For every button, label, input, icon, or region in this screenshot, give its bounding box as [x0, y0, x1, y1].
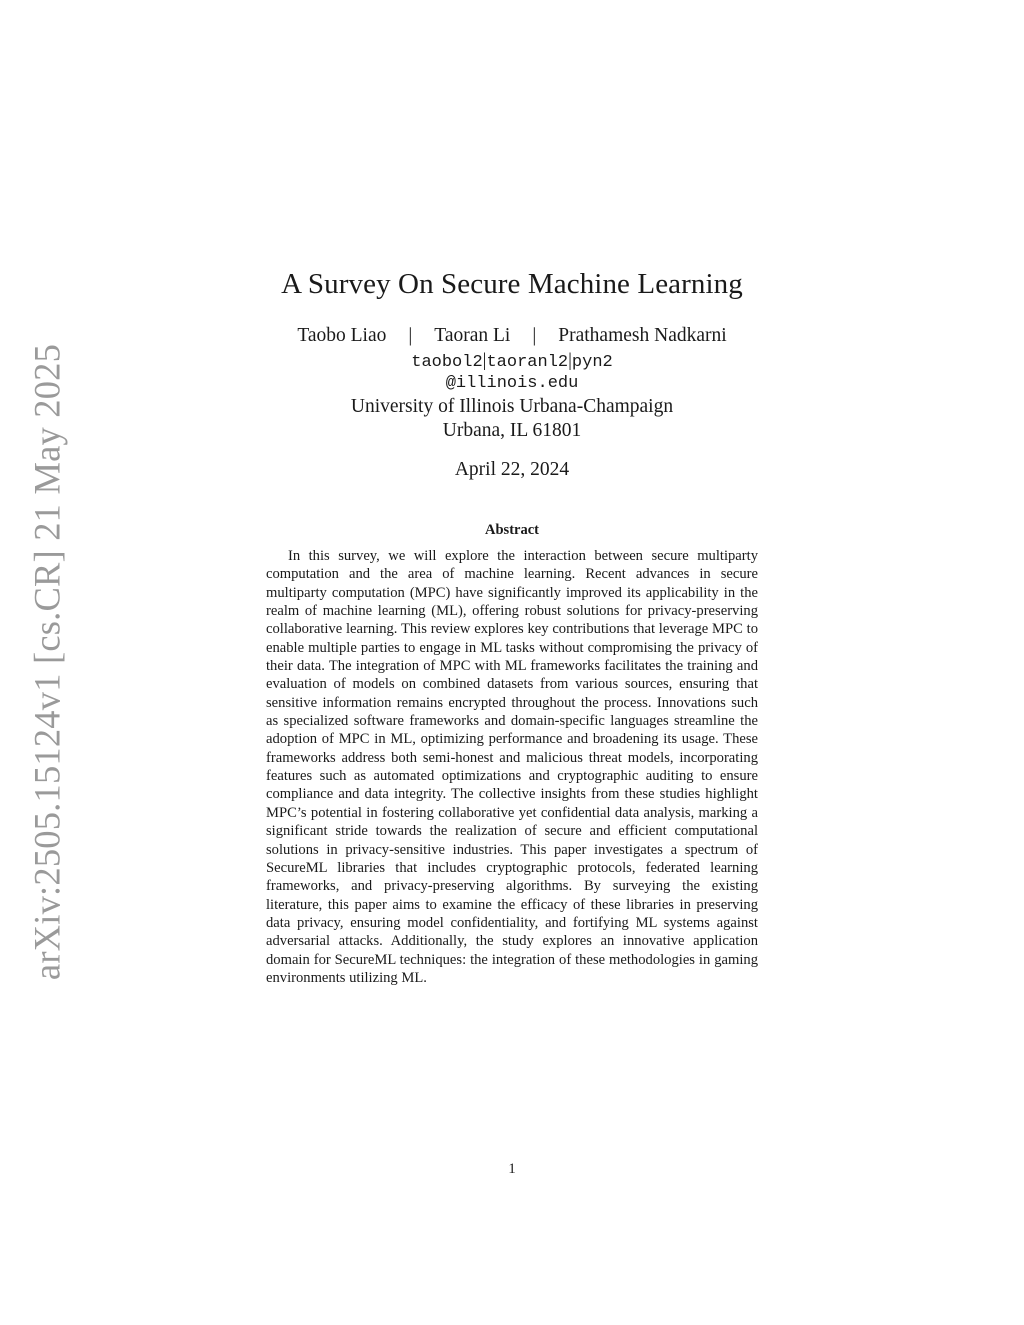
email-separator: |: [568, 350, 572, 371]
author-list: [0, 325, 1024, 347]
email-separator: |: [482, 350, 487, 371]
arxiv-identifier-stamp: arXiv:2505.15124v1 [cs.CR] 21 May 2025: [26, 343, 68, 981]
author-name: Prathamesh Nadkarni: [558, 325, 727, 346]
paper-title: A Survey On Secure Machine Learning: [281, 268, 743, 300]
affiliation: University of Illinois Urbana-Champaign: [350, 396, 674, 417]
affiliation-location: Urbana, IL 61801: [442, 420, 582, 441]
author-separator: |: [532, 325, 537, 346]
author-name: Taobo Liao: [297, 325, 387, 346]
author-name: Taoran Li: [434, 325, 511, 346]
author-emails: [0, 350, 1024, 372]
paper-date: April 22, 2024: [454, 459, 570, 480]
email-username: taoranl2: [486, 353, 569, 372]
email-username: taobol2: [411, 353, 483, 372]
author-separator: |: [408, 325, 413, 346]
email-username: pyn2: [571, 353, 613, 372]
abstract-heading: Abstract: [485, 522, 539, 538]
page-number: 1: [508, 1161, 516, 1177]
abstract-body: In this survey, we will explore the interaction between secure multiparty computation and the area of machine learning. Recent advances in secure multiparty computation (MPC) have significantly improved its applicability in the realm of machine learning (ML), offering robust solutions for privacy-preserving collaborative learning. This review explores key contributions that leverage MPC to enable multiple parties to engage in ML tasks without compromising the privacy of their data. The integration of MPC with ML frameworks facilitates the training and evaluation of models on combined datasets from various sources, ensuring that sensitive information remains encrypted throughout the process. Innovations such as specialized software frameworks and domain-specific languages streamline the adoption of MPC in ML, optimizing performance and broadening its usage. These frameworks address both semi-honest and malicious threat models, incorporating features such as automated optimizations and cryptographic auditing to ensure compliance and data integrity. The collective insights from these studies highlight MPC’s potential in fostering collaborative yet confidential data analysis, marking a significant stride towards the realization of secure and efficient computational solutions in privacy-sensitive industries. This paper investigates a spectrum of SecureML libraries that includes cryptographic protocols, federated learning frameworks, and privacy-preserving algorithms. By surveying the existing literature, this paper aims to examine the efficacy of these libraries in preserving data privacy, ensuring model confidentiality, and fortifying ML systems against adversarial attacks. Additionally, the study explores an innovative application domain for SecureML techniques: the integration of these methodologies in gaming environments utilizing ML.: [266, 548, 758, 986]
email-domain: @illinois.edu: [445, 374, 579, 393]
